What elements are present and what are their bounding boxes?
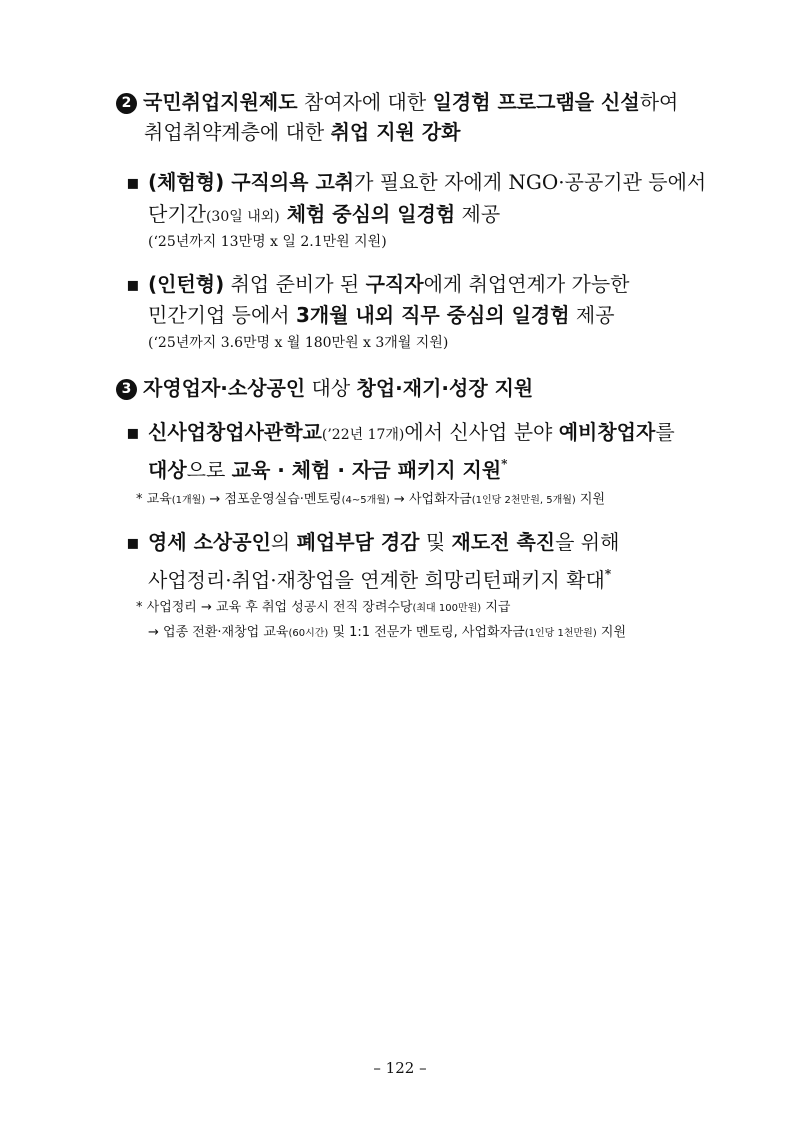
section2-number-marker: 2 [116, 93, 137, 114]
smallbiz-footnote-1: * 사업정리 → 교육 후 취업 성공시 전직 장려수당(최대 100만원) 지급 [136, 600, 511, 615]
bullet-smallbiz-line2: 사업정리·취업·재창업을 연계한 희망리턴패키지 확대* [148, 567, 612, 592]
bullet-experience-line2: 단기간(30일 내외) 체험 중심의 일경험 제공 [148, 202, 501, 226]
bullet-intern-line1: ▪ (인턴형) 취업 준비가 된 구직자에게 취업연계가 가능한 [126, 272, 630, 296]
bullet-marker: ▪ [126, 420, 140, 444]
section2-line1: 2 국민취업지원제도 참여자에 대한 일경험 프로그램을 신설하여 [116, 88, 678, 116]
bullet-marker: ▪ [126, 530, 140, 554]
section2-line2: 취업취약계층에 대한 취업 지원 강화 [144, 120, 461, 144]
bullet-startup-line2: 대상으로 교육 · 체험 · 자금 패키지 지원* [148, 457, 508, 482]
startup-footnote: * 교육(1개월) → 점포운영실습·멘토링(4~5개월) → 사업화자금(1인당 2천만원, 5개월) 지원 [136, 492, 606, 507]
bullet-experience-detail: (‘25년까지 13만명 x 일 2.1만원 지원) [148, 234, 387, 250]
section3-number-marker: 3 [116, 379, 137, 400]
page-number: – 122 – [373, 1059, 427, 1077]
bullet-startup-line1: ▪ 신사업창업사관학교(’22년 17개)에서 신사업 분야 예비창업자를 [126, 420, 675, 444]
bullet-smallbiz-line1: ▪ 영세 소상공인의 폐업부담 경감 및 재도전 촉진을 위해 [126, 530, 620, 554]
section3-heading: 3 자영업자·소상공인 대상 창업·재기·성장 지원 [116, 374, 533, 402]
bullet-marker: ▪ [126, 272, 140, 296]
bullet-intern-line2: 민간기업 등에서 3개월 내외 직무 중심의 일경험 제공 [148, 303, 615, 327]
bullet-intern-detail: (‘25년까지 3.6만명 x 월 180만원 x 3개월 지원) [148, 335, 449, 351]
bullet-marker: ▪ [126, 170, 140, 194]
smallbiz-footnote-2: → 업종 전환·재창업 교육(60시간) 및 1:1 전문가 멘토링, 사업화자금(1인당 1천만원) 지원 [148, 625, 626, 640]
bullet-experience-line1: ▪ (체험형) 구직의욕 고취가 필요한 자에게 NGO·공공기관 등에서 [126, 170, 707, 194]
